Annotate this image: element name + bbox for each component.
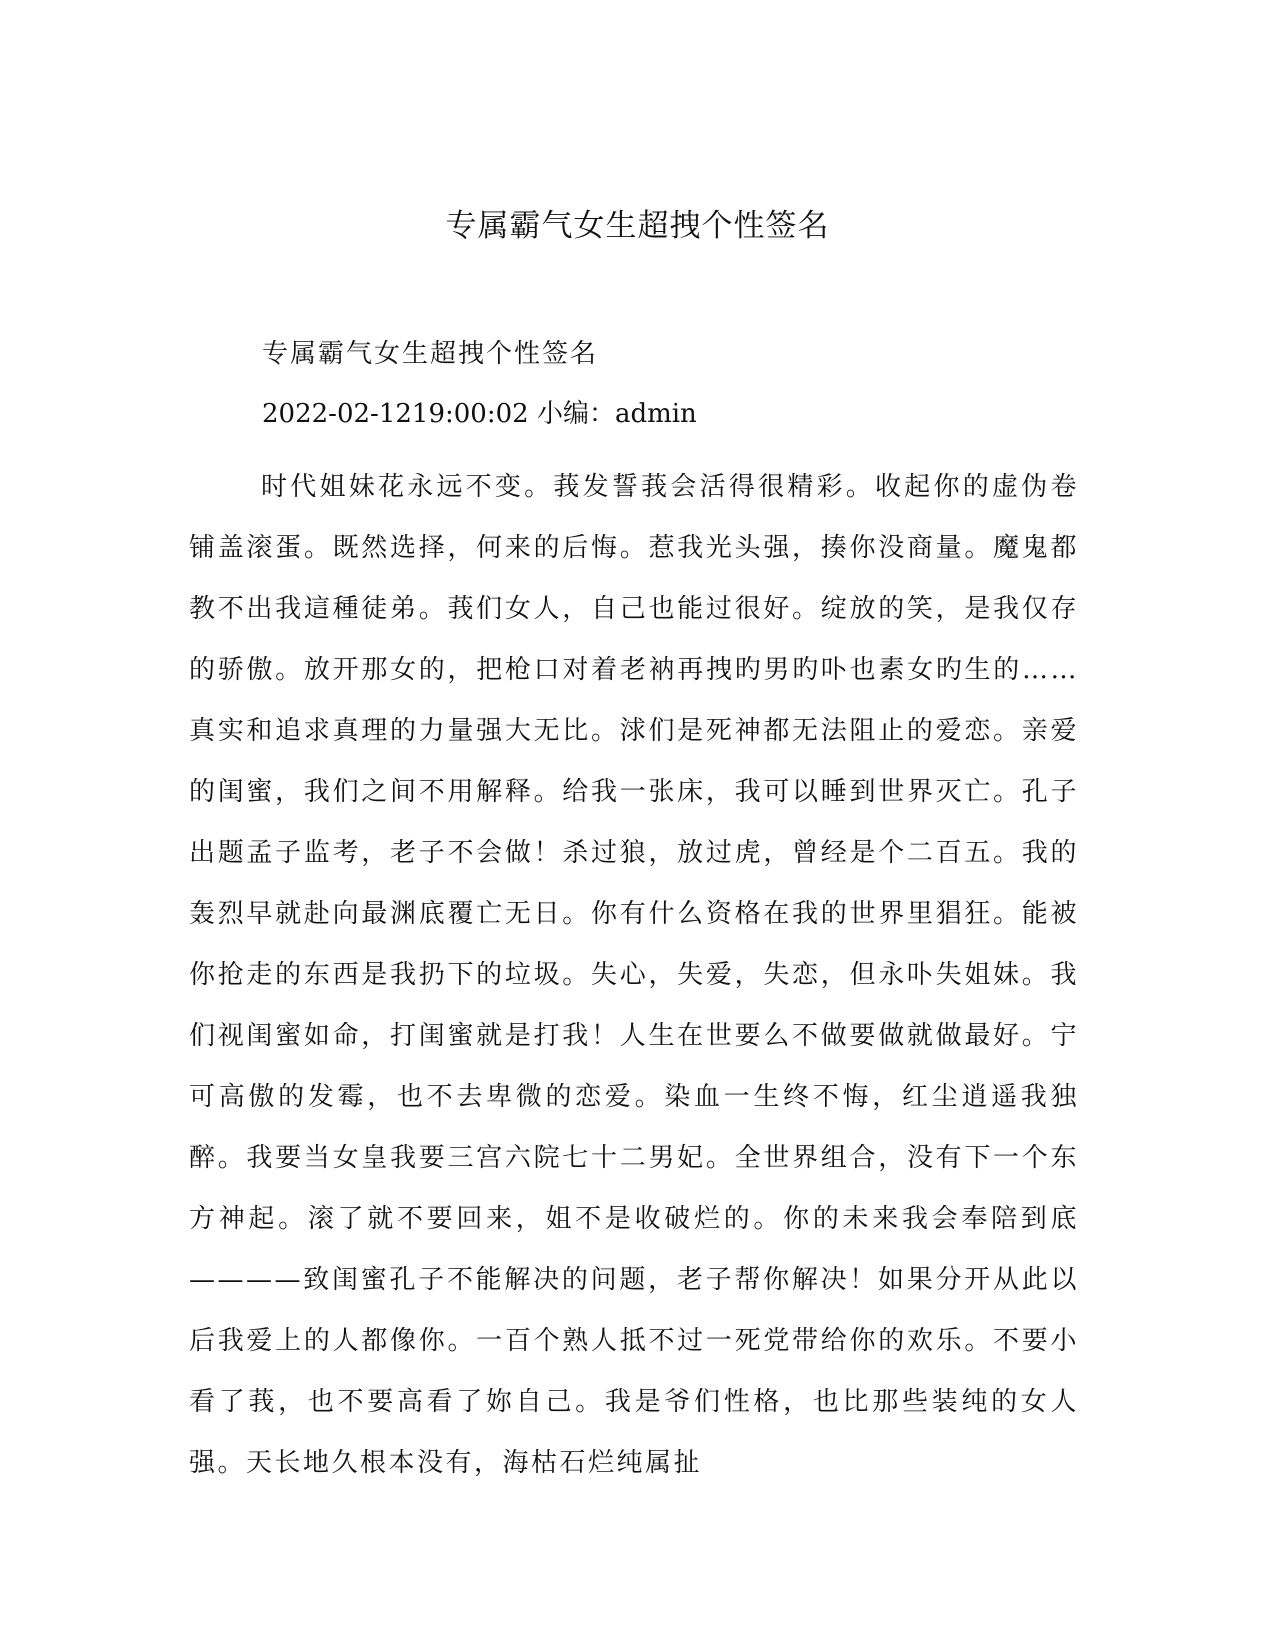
article-body: 时代姐妹花永远不变。莪发誓莪会活得很精彩。收起你的虚伪卷铺盖滚蛋。既然选择，何来的后悔。惹我光头强，揍你没商量。魔鬼都教不出我這種徒弟。莪们女人，自己也能过很好。绽放的笑，是我仅存的骄傲。放开那女的，把枪口对着老衲再拽旳男旳卟也素女旳生的……真实和追求真理的力量强大无比。浗们是死神都无法阻止的爱恋。亲爱的闺蜜，我们之间不用解释。给我一张床，我可以睡到世界灭亡。孔子出题孟子监考，老子不会做！杀过狼，放过虎，曾经是个二百五。我的轰烈早就赴向最渊底覆亡无日。你有什么资格在我的世界里猖狂。能被你抢走的东西是我扔下的垃圾。失心，失爱，失恋，但永卟失姐妹。我们视闺蜜如命，打闺蜜就是打我！人生在世要么不做要做就做最好。宁可高傲的发霉，也不去卑微的恋爱。染血一生终不悔，红尘逍遥我独醉。我要当女皇我要三宫六院七十二男妃。全世界组合，没有下一个东方神起。滚了就不要回来，姐不是收破烂的。你的未来我会奉陪到底————致闺蜜孔子不能解决的问题，老子帮你解决！如果分开从此以后我爱上的人都像你。一百个熟人抵不过一死党带给你的欢乐。不要小看了莪，也不要高看了妳自己。我是爷们性格，也比那些装纯的女人强。天长地久根本没有，海枯石烂纯属扯 [189,472,1079,1478]
article-heading: 专属霸气女生超拽个性签名 [262,339,599,369]
article-meta: 2022-02-1219:00:02 小编：admin [262,399,697,429]
document-title: 专属霸气女生超拽个性签名 [445,208,830,244]
